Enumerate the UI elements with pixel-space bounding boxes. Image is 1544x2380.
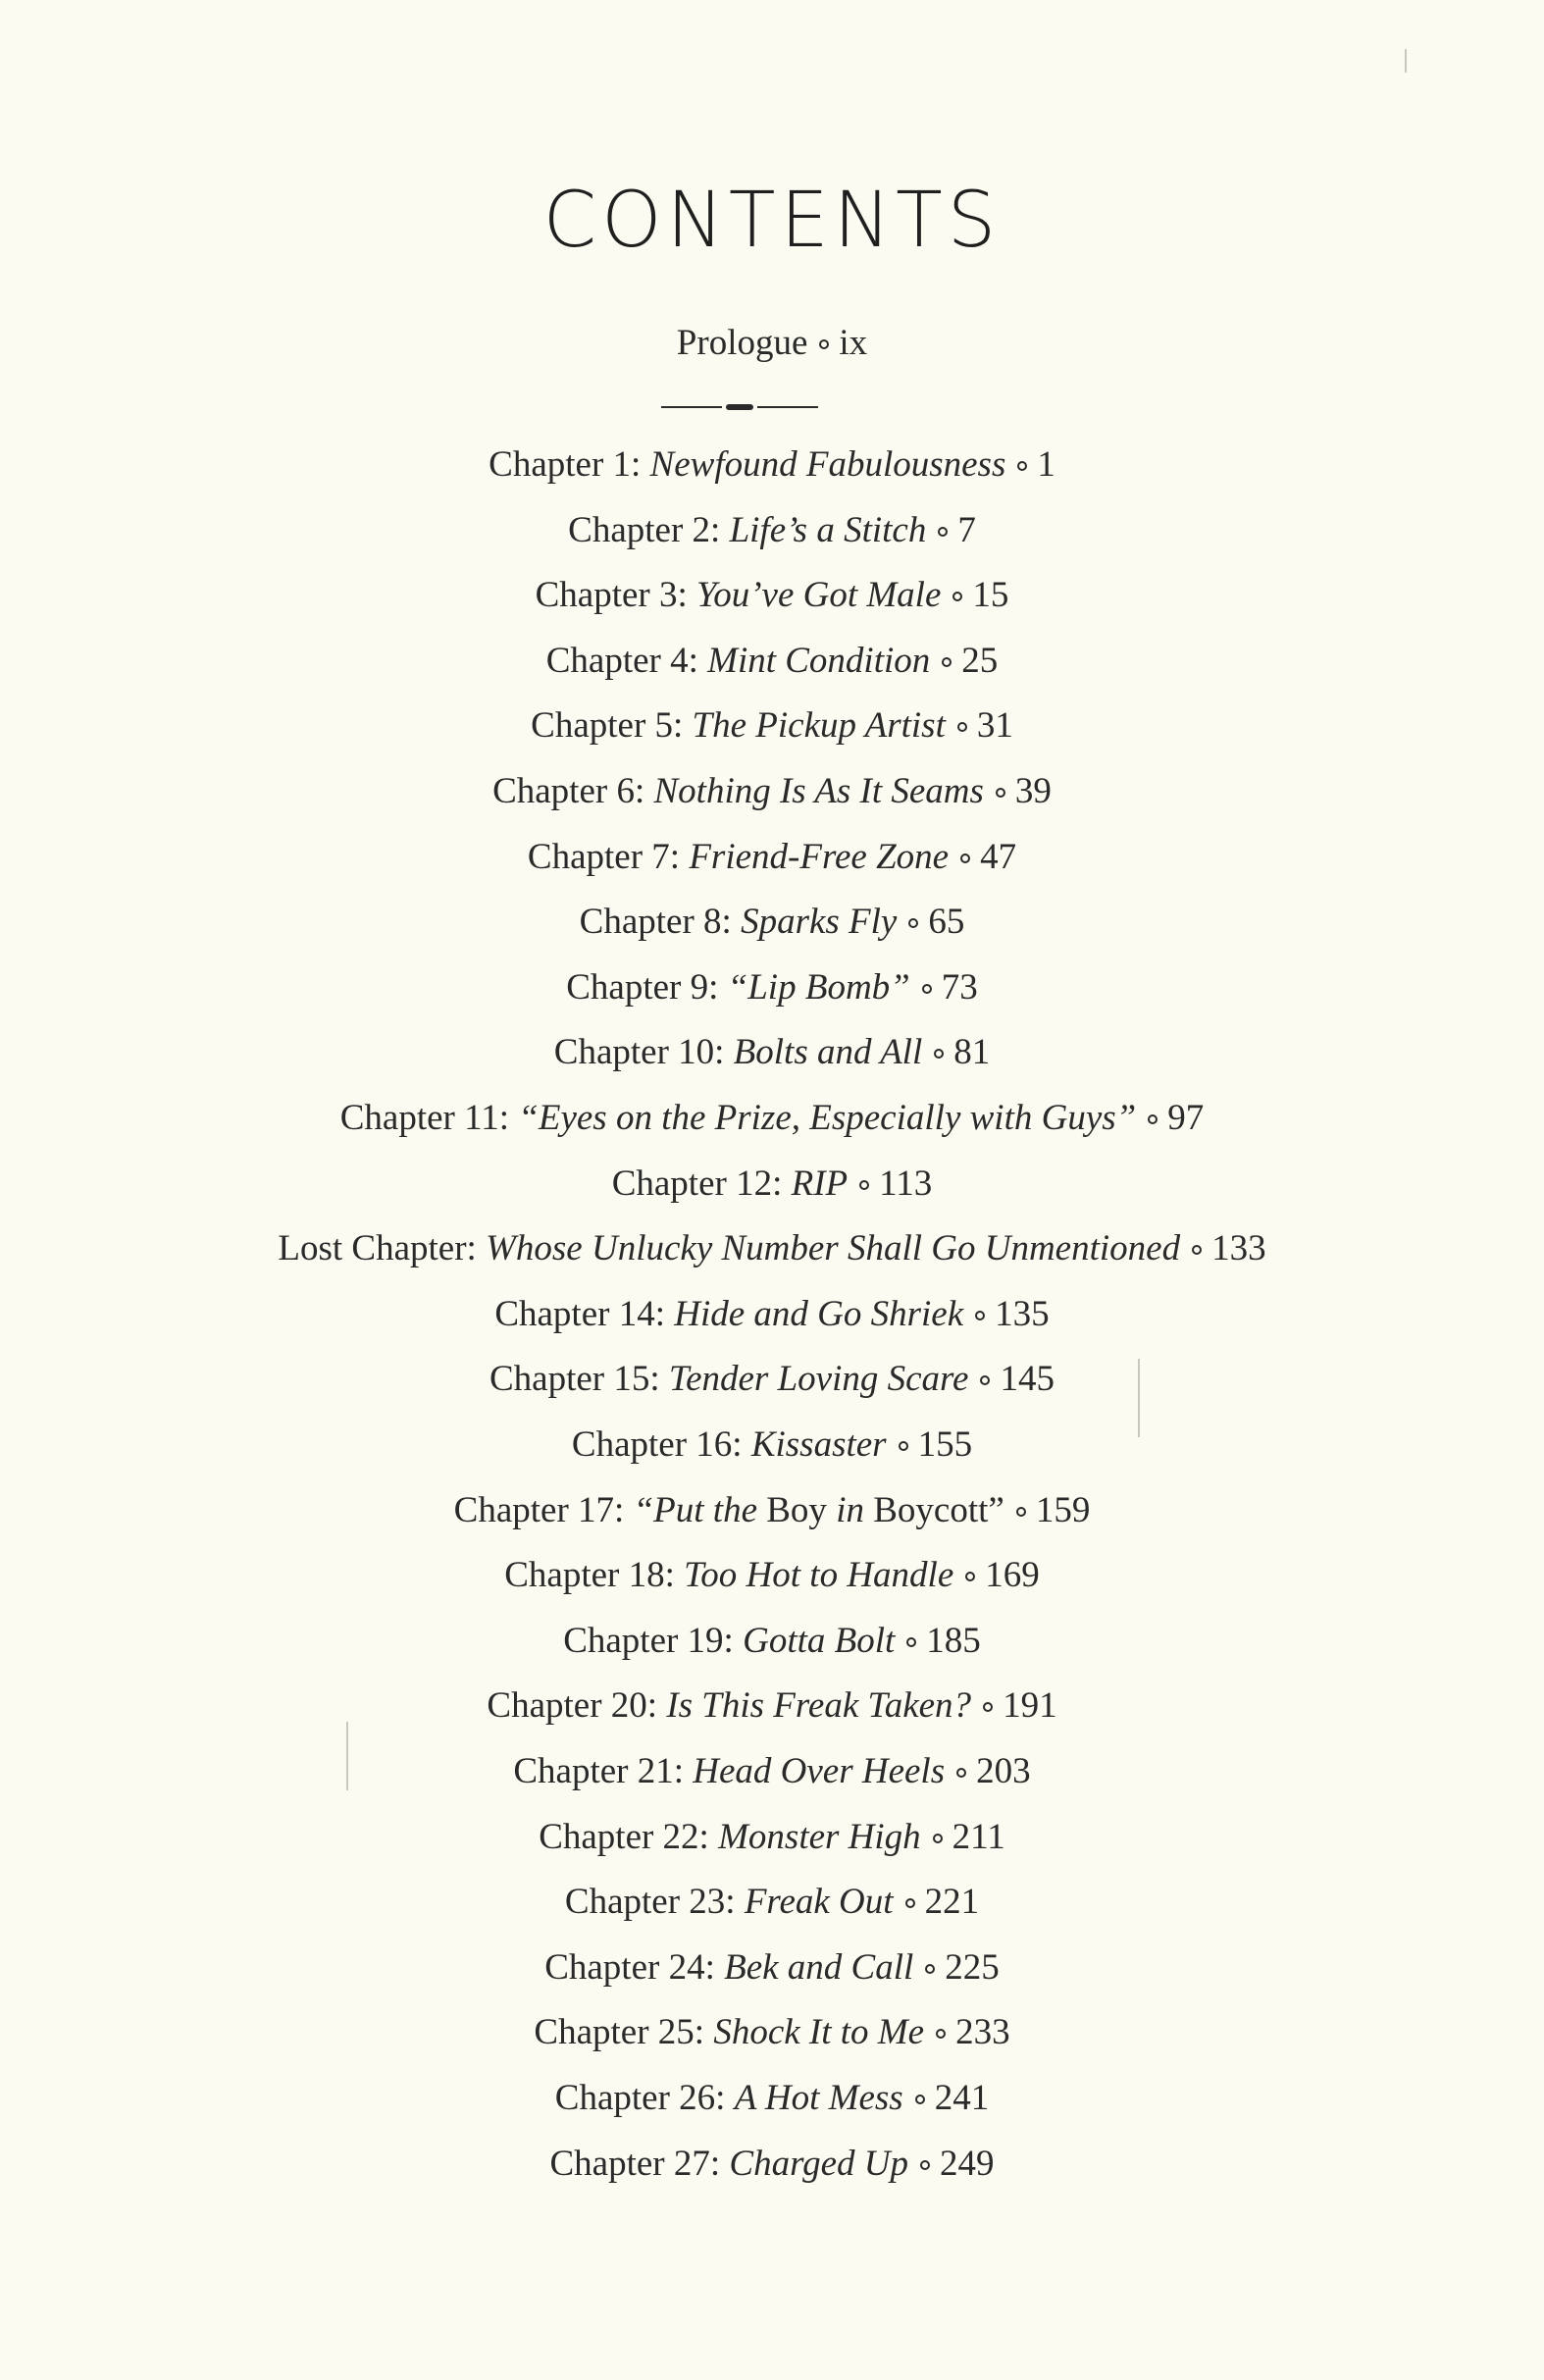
chapter-title: Friend-Free Zone — [689, 837, 950, 877]
chapter-title: The Pickup Artist — [692, 705, 946, 746]
prologue-label: Prologue — [676, 323, 808, 363]
chapter-title: Kissaster — [750, 1424, 887, 1465]
bullet-circle-icon — [933, 1834, 943, 1843]
page-number: 73 — [941, 967, 978, 1008]
chapter-label: Chapter 26: — [554, 2078, 735, 2118]
bullet-circle-icon — [908, 918, 918, 928]
bullet-circle-icon — [1192, 1245, 1202, 1255]
chapter-title: You’ve Got Male — [696, 575, 942, 615]
chapter-title: in — [836, 1490, 864, 1530]
chapter-label: Chapter 22: — [539, 1817, 719, 1857]
page-number: 225 — [945, 1947, 1000, 1988]
page-number: 159 — [1035, 1490, 1091, 1530]
prologue-page: ix — [839, 323, 868, 363]
page-number: 1 — [1037, 444, 1055, 485]
chapter-label: Chapter 12: — [611, 1164, 792, 1204]
page-number: 65 — [928, 902, 965, 942]
toc-entry — [0, 1293, 1544, 1336]
bullet-circle-icon — [899, 1441, 908, 1451]
bullet-circle-icon — [938, 527, 948, 537]
toc-entry — [0, 1097, 1544, 1140]
chapter-label: Chapter 27: — [549, 2144, 730, 2184]
page-number: 97 — [1167, 1098, 1205, 1138]
chapter-title: Boy — [757, 1490, 837, 1530]
chapter-label: Chapter 4: — [545, 641, 708, 681]
bullet-circle-icon — [920, 2160, 930, 2170]
chapter-title: Mint Condition — [707, 641, 931, 681]
chapter-label: Chapter 3: — [535, 575, 697, 615]
bullet-circle-icon — [1017, 461, 1027, 471]
chapter-label: Lost Chapter: — [278, 1228, 487, 1268]
chapter-title: Boycott” — [863, 1490, 1004, 1530]
page-number: 169 — [985, 1555, 1040, 1595]
page-number: 191 — [1003, 1685, 1057, 1726]
bullet-circle-icon — [942, 657, 952, 667]
bullet-circle-icon — [906, 1637, 916, 1647]
chapter-title: Charged Up — [729, 2144, 908, 2184]
page-number: 249 — [940, 2144, 995, 2184]
chapter-title: Whose Unlucky Number Shall Go Unmentioned — [486, 1228, 1181, 1268]
chapter-label: Chapter 15: — [489, 1359, 669, 1399]
toc-entry — [0, 2011, 1544, 2054]
toc-entry — [0, 1227, 1544, 1270]
toc-entry — [0, 574, 1544, 617]
bullet-circle-icon — [956, 1768, 966, 1778]
page-number: 155 — [917, 1424, 973, 1465]
page-number: 233 — [955, 2012, 1010, 2052]
chapter-title: Is This Freak Taken? — [666, 1685, 972, 1726]
page-number: 15 — [972, 575, 1009, 615]
chapter-title: Tender Loving Scare — [668, 1359, 969, 1399]
bullet-circle-icon — [936, 2029, 946, 2039]
page-number: 31 — [976, 705, 1013, 746]
chapter-title: Sparks Fly — [741, 902, 898, 942]
chapter-label: Chapter 25: — [534, 2012, 714, 2052]
chapter-label: Chapter 16: — [571, 1424, 751, 1465]
scan-mark — [346, 1722, 348, 1790]
toc-entry — [0, 1423, 1544, 1467]
bullet-circle-icon — [922, 984, 932, 994]
bullet-circle-icon — [1016, 1507, 1026, 1517]
toc-entry — [0, 1750, 1544, 1793]
toc-entry — [0, 2077, 1544, 2120]
toc-entry — [0, 640, 1544, 683]
bullet-circle-icon — [915, 2095, 925, 2104]
page-number: 81 — [953, 1032, 991, 1072]
chapter-title: Head Over Heels — [693, 1751, 946, 1791]
toc-entry — [0, 1881, 1544, 1924]
chapter-label: Chapter 10: — [553, 1032, 734, 1072]
divider-ornament — [661, 403, 818, 411]
chapter-title: A Hot Mess — [734, 2078, 903, 2118]
bullet-circle-icon — [980, 1375, 990, 1385]
bullet-circle-icon — [1148, 1114, 1158, 1124]
chapter-title: Bek and Call — [724, 1947, 914, 1988]
bullet-circle-icon — [975, 1311, 985, 1320]
chapter-label: Chapter 1: — [489, 444, 650, 485]
chapter-title: Monster High — [718, 1817, 921, 1857]
chapter-title: “Put the — [633, 1490, 757, 1530]
chapter-title: Hide and Go Shriek — [674, 1294, 964, 1334]
page-number: 145 — [1000, 1359, 1055, 1399]
page-number: 135 — [995, 1294, 1050, 1334]
chapter-title: Freak Out — [744, 1882, 894, 1922]
bullet-circle-icon — [952, 592, 962, 601]
page-number: 241 — [934, 2078, 990, 2118]
chapter-label: Chapter 2: — [568, 510, 730, 550]
toc-entry — [0, 901, 1544, 944]
chapter-label: Chapter 14: — [494, 1294, 675, 1334]
chapter-label: Chapter 21: — [513, 1751, 694, 1791]
page-number: 113 — [879, 1164, 933, 1204]
chapter-title: Too Hot to Handle — [684, 1555, 954, 1595]
toc-entry — [0, 704, 1544, 748]
toc-entry — [0, 1684, 1544, 1728]
bullet-circle-icon — [819, 339, 829, 349]
scan-mark — [1138, 1359, 1140, 1437]
chapter-label: Chapter 19: — [563, 1621, 744, 1661]
chapter-title: Gotta Bolt — [743, 1621, 896, 1661]
toc-entry — [0, 1620, 1544, 1663]
chapter-label: Chapter 6: — [492, 771, 654, 811]
toc-entry — [0, 1554, 1544, 1597]
page-number: 133 — [1211, 1228, 1266, 1268]
bullet-circle-icon — [960, 854, 970, 863]
chapter-title: “Lip Bomb” — [727, 967, 910, 1008]
bullet-circle-icon — [925, 1964, 935, 1974]
bullet-circle-icon — [983, 1702, 993, 1712]
bullet-circle-icon — [859, 1180, 869, 1190]
page-number: 221 — [924, 1882, 980, 1922]
page-number: 7 — [957, 510, 976, 550]
chapter-label: Chapter 20: — [487, 1685, 667, 1726]
toc-entry — [0, 2143, 1544, 2186]
toc-entry — [0, 1946, 1544, 1990]
page-number: 185 — [926, 1621, 981, 1661]
chapter-title: RIP — [791, 1164, 849, 1204]
chapter-title: “Eyes on the Prize, Especially with Guys” — [518, 1098, 1137, 1138]
toc-entry — [0, 1816, 1544, 1859]
page-number: 39 — [1014, 771, 1052, 811]
toc-entry — [0, 1031, 1544, 1074]
page-number: 211 — [952, 1817, 1005, 1857]
toc-entry — [0, 1358, 1544, 1401]
chapter-title: Life’s a Stitch — [729, 510, 927, 550]
chapter-label: Chapter 5: — [531, 705, 693, 746]
toc-entry — [0, 1163, 1544, 1206]
chapter-title: Nothing Is As It Seams — [653, 771, 984, 811]
toc-entry — [0, 443, 1544, 487]
chapter-label: Chapter 24: — [544, 1947, 725, 1988]
chapter-title: Shock It to Me — [713, 2012, 925, 2052]
page-number: 203 — [976, 1751, 1031, 1791]
chapter-label: Chapter 18: — [504, 1555, 685, 1595]
page-number: 47 — [980, 837, 1017, 877]
chapter-label: Chapter 23: — [564, 1882, 745, 1922]
chapter-label: Chapter 8: — [579, 902, 742, 942]
bullet-circle-icon — [996, 788, 1005, 798]
toc-entry — [0, 770, 1544, 813]
chapter-label: Chapter 11: — [339, 1098, 519, 1138]
bullet-circle-icon — [934, 1049, 944, 1059]
bullet-circle-icon — [957, 722, 967, 732]
bullet-circle-icon — [905, 1898, 915, 1908]
page-title: CONTENTS — [542, 177, 1002, 265]
chapter-title: Bolts and All — [733, 1032, 923, 1072]
chapter-label: Chapter 17: — [453, 1490, 634, 1530]
bullet-circle-icon — [965, 1572, 975, 1581]
chapter-label: Chapter 7: — [527, 837, 690, 877]
toc-entry — [0, 1489, 1544, 1532]
chapter-title: Newfound Fabulousness — [649, 444, 1006, 485]
chapter-label: Chapter 9: — [566, 967, 728, 1008]
toc-entry — [0, 509, 1544, 552]
page-number: 25 — [961, 641, 999, 681]
toc-entry — [0, 966, 1544, 1009]
prologue-entry — [0, 322, 1544, 365]
toc-entry — [0, 836, 1544, 879]
scan-mark — [1405, 49, 1407, 73]
